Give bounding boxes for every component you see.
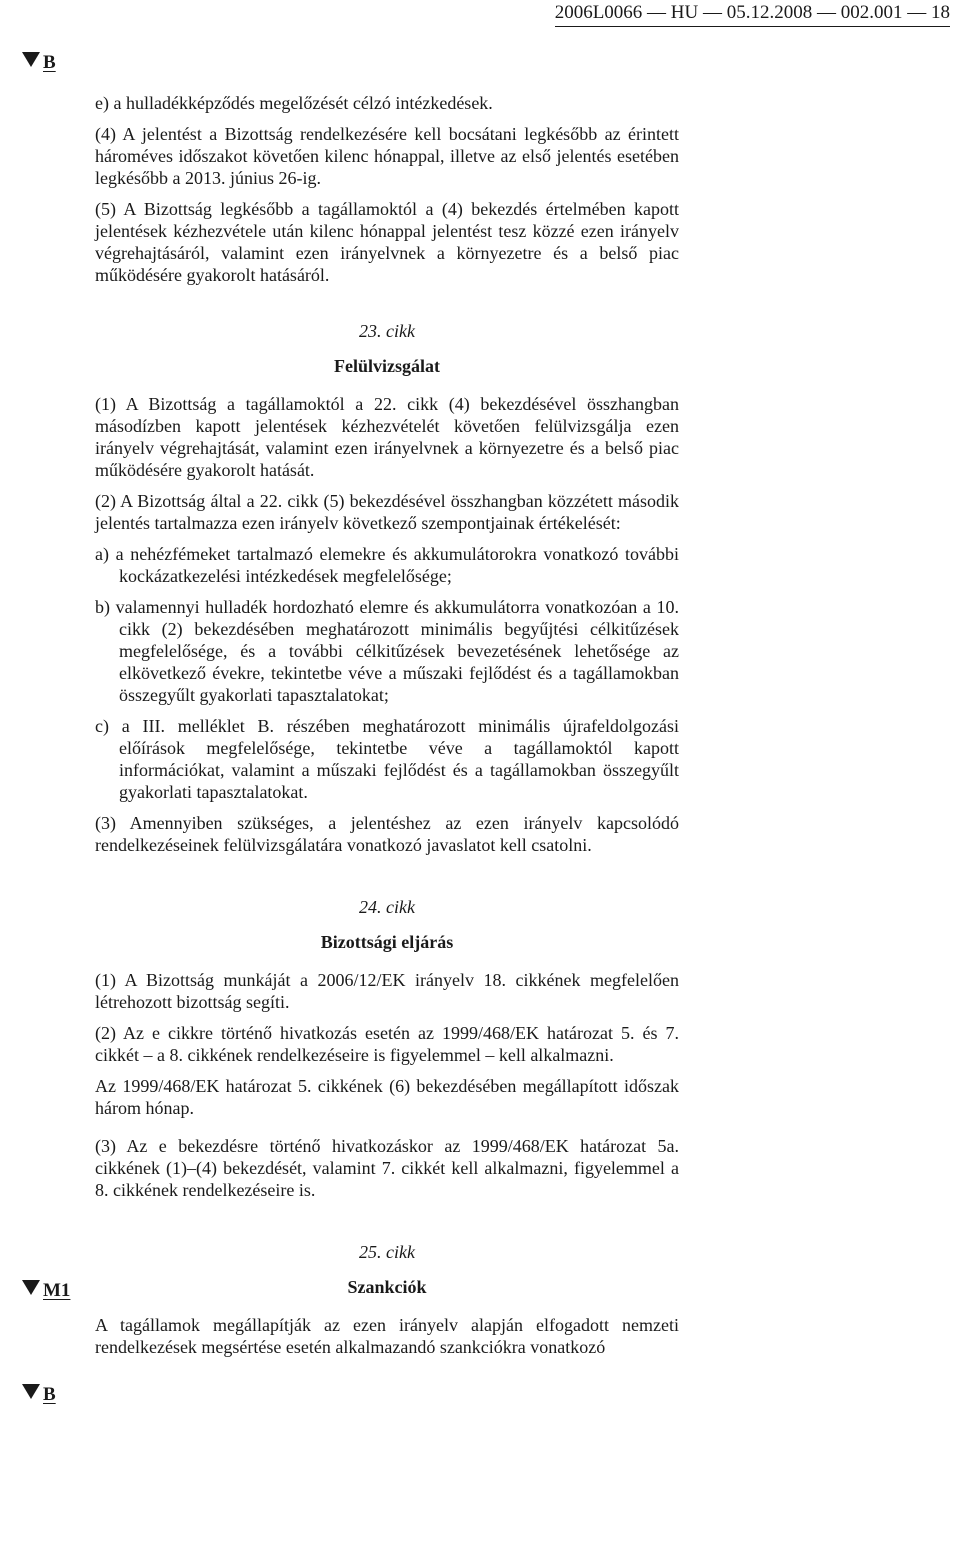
paragraph: (2) Az e cikkre történő hivatkozás esetén az 1999/468/EK határozat 5. és 7. cikkét – a 8. cikkének rendelkezéseire is figyelemmel – kell alkalmazni. (95, 1023, 679, 1065)
triangle-down-icon (22, 1280, 40, 1295)
list-item: b) valamennyi hulladék hordozható elemre és akkumulátorra vonatkozóan a 10. cikk (2) bekezdésében meghatározott minimális begyűjtési célkitűzések megfelelősége, és a további célkitűzések bevezetésének lehetősége az elkövetkező évekre, tekintetbe véve a műszaki fejlődést és a tagállamokban összegyűlt gyakorlati tapasztalatokat; (95, 597, 679, 705)
article-title: Felülvizsgálat (334, 356, 440, 376)
paragraph: (1) A Bizottság munkáját a 2006/12/EK irányelv 18. cikkének megfelelően létrehozott bizottság segíti. (95, 970, 679, 1012)
paragraph: e) a hulladékképződés megelőzését célzó intézkedések. (95, 93, 493, 113)
paragraph: Az 1999/468/EK határozat 5. cikkének (6) bekezdésében megállapított időszak három hónap. (95, 1076, 679, 1118)
paragraph: (3) Amennyiben szükséges, a jelentéshez az ezen irányelv kapcsolódó rendelkezéseinek felülvizsgálatára vonatkozó javaslatot kell csatolni. (95, 813, 679, 855)
article-number: 23. cikk (359, 321, 415, 341)
amendment-marker-b: B (22, 52, 56, 74)
amendment-marker-b: B (22, 1384, 56, 1406)
paragraph: A tagállamok megállapítják az ezen irányelv alapján elfogadott nemzeti rendelkezések megsértése esetén alkalmazandó szankciókra vonatkozó (95, 1315, 679, 1357)
amendment-marker-m1: M1 (22, 1280, 70, 1302)
paragraph: (1) A Bizottság a tagállamoktól a 22. cikk (4) bekezdésével összhangban másodízben kapott jelentések kézhezvételét követően felülvizsgálja ezen irányelv végrehajtását, valamint ezen irányelvnek a környezetre és a belső piac működésére gyakorolt hatását. (95, 394, 679, 480)
article-number: 24. cikk (359, 897, 415, 917)
paragraph: (2) A Bizottság által a 22. cikk (5) bekezdésével összhangban közzétett második jelentés tartalmazza ezen irányelv következő szempontjainak értékelését: (95, 491, 679, 533)
article-title: Bizottsági eljárás (320, 932, 454, 952)
page-header: 2006L0066 — HU — 05.12.2008 — 002.001 — 18 (555, 2, 950, 27)
article-title: Szankciók (347, 1277, 427, 1297)
paragraph: (5) A Bizottság legkésőbb a tagállamoktól a (4) bekezdés értelmében kapott jelentések kézhezvétele után kilenc hónappal jelentést tesz közzé ezen irányelv végrehajtásáról, valamint ezen irányelvnek a környezetre és a belső piac működésére gyakorolt hatásáról. (95, 199, 679, 285)
list-item: a) a nehézfémeket tartalmazó elemekre és akkumulátorokra vonatkozó további kockázatkezelési intézkedések megfelelősége; (95, 544, 679, 586)
triangle-down-icon (22, 1384, 40, 1399)
document-body (95, 92, 679, 1358)
article-number: 25. cikk (359, 1242, 415, 1262)
paragraph: (4) A jelentést a Bizottság rendelkezésére kell bocsátani legkésőbb az érintett hároméves időszakot követően kilenc hónappal, illetve az első jelentés esetében legkésőbb a 2013. június 26-ig. (95, 124, 679, 188)
list-item: c) a III. melléklet B. részében meghatározott minimális újrafeldolgozási előírások megfelelősége, tekintetbe véve a tagállamoktól kapott információkat, valamint a műszaki fejlődést és a tagállamokban összegyűlt gyakorlati tapasztalatokat. (95, 716, 679, 802)
paragraph: (3) Az e bekezdésre történő hivatkozáskor az 1999/468/EK határozat 5a. cikkének (1)–(4) bekezdését, valamint 7. cikkét kell alkalmazni, figyelemmel a 8. cikkének rendelkezéseire is. (95, 1136, 679, 1200)
triangle-down-icon (22, 52, 40, 67)
